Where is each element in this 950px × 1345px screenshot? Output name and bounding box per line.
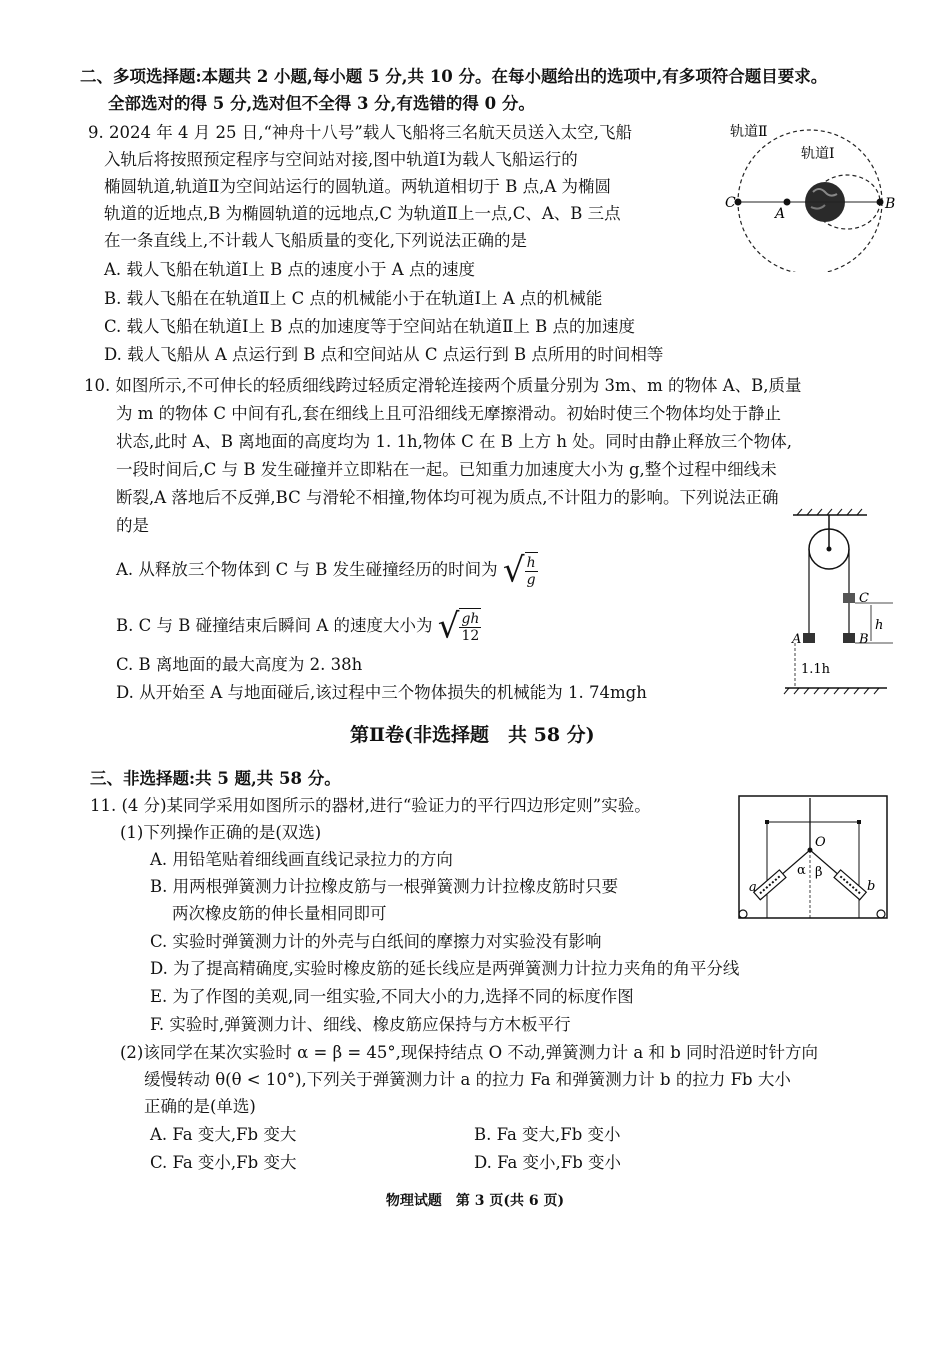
q11-sub1-option-a: A. 用铅笔贴着细线画直线记录拉力的方向 <box>150 850 453 869</box>
q10-option-b-den: 12 <box>461 628 480 644</box>
q11-sub2-option-d: D. Fa 变小,Fb 变小 <box>474 1153 622 1172</box>
q10-stem-line1: 10. 如图所示,不可伸长的轻质细线跨过轻质定滑轮连接两个质量分别为 3m、m 的物体 A、B,质量 <box>84 376 802 395</box>
q10-stem-line5: 断裂,A 落地后不反弹,BC 与滑轮不相撞,物体均可视为质点,不计阻力的影响。下列说法正确 <box>116 488 779 507</box>
q10-pulley-figure <box>775 505 900 700</box>
q11-sub1-option-d: D. 为了提高精确度,实验时橡皮筋的延长线应是两弹簧测力计拉力夹角的角平分线 <box>150 959 740 978</box>
q10-option-a-num: h <box>526 555 536 571</box>
q10-stem-line4: 一段时间后,C 与 B 发生碰撞并立即粘在一起。已知重力加速度大小为 g,整个过程中细线未 <box>116 460 777 479</box>
point-a <box>784 199 791 206</box>
label-h: h <box>875 618 884 633</box>
q11-stem: 11. (4 分)某同学采用如图所示的器材,进行“验证力的平行四边形定则”实验。 <box>90 796 651 815</box>
page-footer: 物理试题 第 3 页(共 6 页) <box>385 1193 565 1209</box>
label-block-c: C <box>859 591 869 606</box>
q9-option-a: A. 载人飞船在轨道Ⅰ上 B 点的速度小于 A 点的速度 <box>104 260 475 279</box>
q11-sub1-option-c: C. 实验时弹簧测力计的外壳与白纸间的摩擦力对实验没有影响 <box>150 932 602 951</box>
q11-sub2-line1: (2)该同学在某次实验时 α = β = 45°,现保持结点 O 不动,弹簧测力计 a 和 b 同时沿逆时针方向 <box>120 1043 819 1062</box>
label-b: b <box>867 879 876 894</box>
label-c: C <box>725 195 736 211</box>
point-b <box>877 199 884 206</box>
q10-option-a-text: A. 从释放三个物体到 C 与 B 发生碰撞经历的时间为 <box>116 560 498 579</box>
q11-sub1-option-b-cont: 两次橡皮筋的伸长量相同即可 <box>172 904 387 923</box>
block-c <box>843 593 855 603</box>
ground-hatch <box>784 688 879 694</box>
q9-option-b: B. 载人飞船在在轨道Ⅱ上 C 点的机械能小于在轨道Ⅰ上 A 点的机械能 <box>104 289 603 308</box>
label-beta: β <box>815 865 823 880</box>
part2-title: 第Ⅱ卷(非选择题 共 58 分) <box>350 724 595 746</box>
q10-option-a-sqrt: √ $\frac{h}{g}$ <box>502 550 536 591</box>
label-block-a: A <box>792 632 802 647</box>
q10-option-b-num: gh <box>461 611 480 627</box>
q11-sub1: (1)下列操作正确的是(双选) <box>120 823 322 842</box>
block-a <box>803 633 815 643</box>
pulley-axle <box>827 547 832 552</box>
q9-orbit-figure <box>725 112 915 272</box>
q10-option-b-sqrt: √ $\frac{gh}{12}$ <box>437 606 480 647</box>
q9-stem-line1: 9. 2024 年 4 月 25 日,“神舟十八号”载人飞船将三名航天员送入太空,飞船 <box>88 123 633 142</box>
q9-option-c: C. 载人飞船在轨道Ⅰ上 B 点的加速度等于空间站在轨道Ⅱ上 B 点的加速度 <box>104 317 635 336</box>
q10-option-b <box>116 608 481 645</box>
q9-stem-line2: 入轨后将按照预定程序与空间站对接,图中轨道Ⅰ为载人飞船运行的 <box>104 150 578 169</box>
q9-stem-line3: 椭圆轨道,轨道Ⅱ为空间站运行的圆轨道。两轨道相切于 B 点,A 为椭圆 <box>104 177 611 196</box>
q10-stem-line2: 为 m 的物体 C 中间有孔,套在细线上且可沿细线无摩擦滑动。初始时使三个物体均处于静止 <box>116 404 781 423</box>
label-orbit-1: 轨道Ⅰ <box>801 146 835 162</box>
q11-sub1-option-e: E. 为了作图的美观,同一组实验,不同大小的力,选择不同的标度作图 <box>150 987 634 1006</box>
label-a: A <box>775 206 786 222</box>
q9-stem-line4: 轨道的近地点,B 为椭圆轨道的远地点,C 为轨道Ⅱ上一点,C、A、B 三点 <box>104 204 621 223</box>
q10-stem-line3: 状态,此时 A、B 离地面的高度均为 1. 1h,物体 C 在 B 上方 h 处。同时由静止释放三个物体, <box>116 432 792 451</box>
hook-b <box>877 910 885 918</box>
q10-option-c: C. B 离地面的最大高度为 2. 38h <box>116 655 363 674</box>
q10-stem-line6: 的是 <box>116 516 149 535</box>
paper-sheet <box>767 822 859 918</box>
q11-board-figure <box>735 794 895 926</box>
hook-a <box>739 910 747 918</box>
label-h11: 1.1h <box>801 662 831 677</box>
section2-title-line2: 全部选对的得 5 分,选对但不全得 3 分,有选错的得 0 分。 <box>108 94 535 113</box>
q10-option-a <box>116 552 538 589</box>
label-block-b: B <box>859 632 869 647</box>
q9-stem-line5: 在一条直线上,不计载人飞船质量的变化,下列说法正确的是 <box>104 231 527 250</box>
q10-option-a-den: g <box>526 572 536 588</box>
q11-sub2-line3: 正确的是(单选) <box>144 1097 256 1116</box>
section3-title: 三、非选择题:共 5 题,共 58 分。 <box>90 769 341 788</box>
q9-option-d: D. 载人飞船从 A 点运行到 B 点和空间站从 C 点运行到 B 点所用的时间相等 <box>104 345 664 364</box>
label-o: O <box>815 835 826 850</box>
knot-o <box>808 848 813 853</box>
label-a: a <box>749 880 757 895</box>
section2-title-line1: 二、多项选择题:本题共 2 小题,每小题 5 分,共 10 分。在每小题给出的选项中,有多项符合题目要求。 <box>80 67 828 86</box>
label-alpha: α <box>797 863 806 878</box>
q11-sub1-option-b: B. 用两根弹簧测力计拉橡皮筋与一根弹簧测力计拉橡皮筋时只要 <box>150 877 619 896</box>
q10-option-d: D. 从开始至 A 与地面碰后,该过程中三个物体损失的机械能为 1. 74mgh <box>116 683 647 702</box>
label-b: B <box>885 196 896 212</box>
q11-sub2-line2: 缓慢转动 θ(θ < 10°),下列关于弹簧测力计 a 的拉力 Fa 和弹簧测力计 b 的拉力 Fb 大小 <box>144 1070 791 1089</box>
q11-sub1-option-f: F. 实验时,弹簧测力计、细线、橡皮筋应保持与方木板平行 <box>150 1015 571 1034</box>
label-orbit-2: 轨道Ⅱ <box>730 124 768 140</box>
q11-sub2-option-a: A. Fa 变大,Fb 变大 <box>150 1125 297 1144</box>
ceiling-hatch <box>797 509 862 515</box>
block-b <box>843 633 855 643</box>
q10-option-b-text: B. C 与 B 碰撞结束后瞬间 A 的速度大小为 <box>116 616 433 635</box>
spring-scale-b <box>834 870 866 900</box>
q11-sub2-option-c: C. Fa 变小,Fb 变大 <box>150 1153 297 1172</box>
q11-sub2-option-b: B. Fa 变大,Fb 变小 <box>474 1125 621 1144</box>
spring-scale-a <box>754 870 786 900</box>
